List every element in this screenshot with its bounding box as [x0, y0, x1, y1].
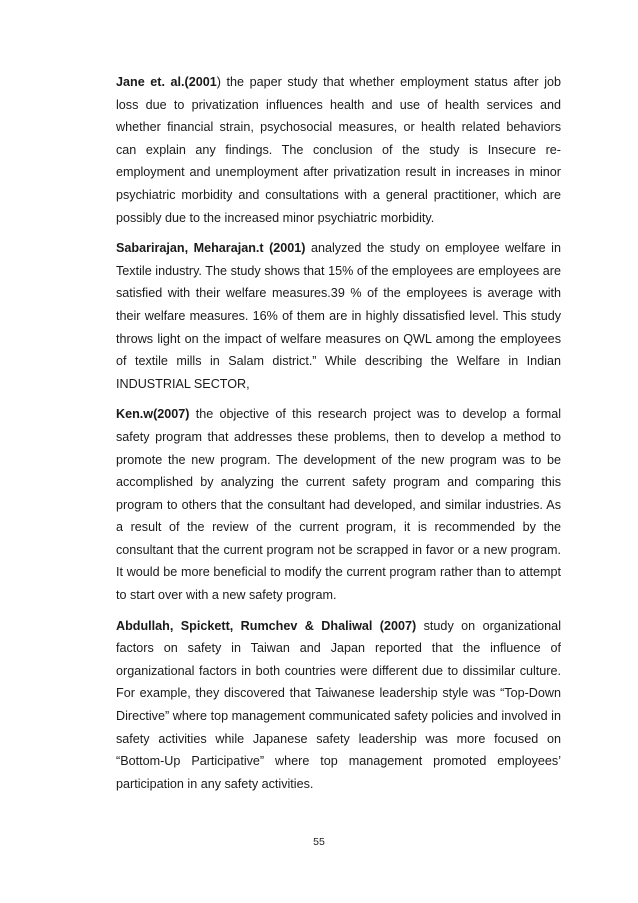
paragraph-text: analyzed the study on employee welfare in Textile industry. The study shows that 15% of the employees are employees are satisfied with their welfare measures.39 % of the employees is average with their welfare measures. 16% of them are in highly dissatisfied level. This study throws light on the impact of welfare measures on QWL among the employees of textile mills in Salam district.” While describing the Welfare in Indian INDUSTRIAL SECTOR,	[116, 241, 561, 391]
citation-author: Jane et. al.(2001	[116, 75, 217, 89]
body-text	[116, 71, 561, 803]
paragraph-abdullah	[116, 615, 561, 796]
paragraph-jane	[116, 71, 561, 229]
citation-author: Sabarirajan, Meharajan.t (2001)	[116, 241, 306, 256]
paragraph-sabarirajan	[116, 237, 561, 395]
citation-author: Ken.w(2007)	[116, 407, 190, 422]
paragraph-text: study on organizational factors on safety in Taiwan and Japan reported that the influence of organizational factors in both countries were different due to dissimilar culture. For example, they discovered that Taiwanese leadership style was “Top-Down Directive” where top management communicated safety policies and involved in safety activities while Japanese safety leadership was more focused on “Bottom-Up Participative” where top management promoted employees’ participation in any safety activities.	[116, 618, 561, 791]
paragraph-ken	[116, 403, 561, 606]
paragraph-text: the objective of this research project was to develop a formal safety program that addresses these problems, then to develop a method to promote the new program. The development of the new program was to be accomplished by analyzing the current safety program and comparing this program to others that the consultant had developed, and similar industries. As a result of the review of the current program, it is recommended by the consultant that the current program not be scrapped in favor or a new program. It would be more beneficial to modify the current program rather than to attempt to start over with a new safety program.	[116, 407, 561, 603]
citation-author: Abdullah, Spickett, Rumchev & Dhaliwal (2007)	[116, 618, 417, 633]
page-number: 55	[313, 836, 325, 848]
paragraph-text: ) the paper study that whether employment status after job loss due to privatization influences health and use of health services and whether financial strain, psychosocial measures, or health related behaviors can explain any findings. The conclusion of the study is Insecure re-employment and unemployment after privatization result in increases in minor psychiatric morbidity and consultations with a general practitioner, which are possibly due to the increased minor psychiatric morbidity.	[116, 75, 561, 225]
